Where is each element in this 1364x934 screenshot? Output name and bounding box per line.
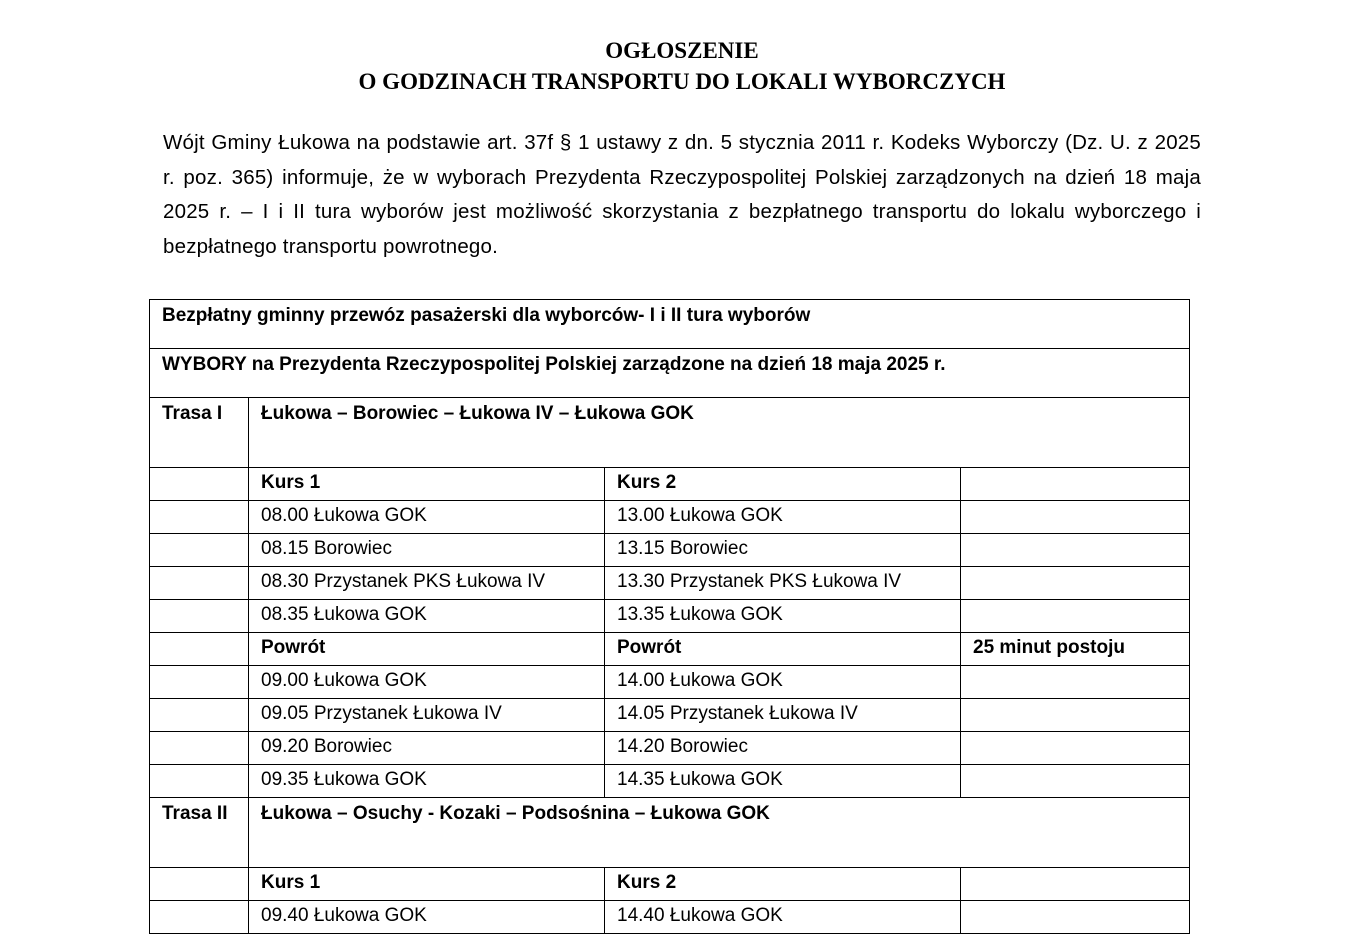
table-row (150, 501, 1190, 534)
stop-note: 25 minut postoju (961, 633, 1190, 666)
route-name: Łukowa – Borowiec – Łukowa IV – Łukowa GOK (249, 398, 1190, 468)
table-row (150, 732, 1190, 765)
table-row (150, 666, 1190, 699)
empty-cell (961, 534, 1190, 567)
empty-cell (150, 534, 249, 567)
empty-cell (150, 501, 249, 534)
time-cell: 14.40 Łukowa GOK (605, 901, 961, 934)
time-cell: 13.00 Łukowa GOK (605, 501, 961, 534)
table-row (150, 699, 1190, 732)
route-label: Trasa I (150, 398, 249, 468)
return-header: Powrót (249, 633, 605, 666)
table-header-row (150, 300, 1190, 349)
route-row (150, 798, 1190, 868)
empty-cell (961, 868, 1190, 901)
empty-cell (961, 600, 1190, 633)
time-cell: 09.40 Łukowa GOK (249, 901, 605, 934)
table-row (150, 534, 1190, 567)
time-cell: 09.00 Łukowa GOK (249, 666, 605, 699)
kurs-header: Kurs 2 (605, 868, 961, 901)
time-cell: 09.05 Przystanek Łukowa IV (249, 699, 605, 732)
time-cell: 13.15 Borowiec (605, 534, 961, 567)
time-cell: 09.20 Borowiec (249, 732, 605, 765)
kurs-header: Kurs 1 (249, 868, 605, 901)
time-cell: 08.15 Borowiec (249, 534, 605, 567)
intro-paragraph: Wójt Gminy Łukowa na podstawie art. 37f § 1 ustawy z dn. 5 stycznia 2011 r. Kodeks Wyborczy (Dz. U. z 2025 r. poz. 365) informuje, że w wyborach Prezydenta Rzeczypospolitej Polskiej zarządzonych na dzień 18 maja 2025 r. – I i II tura wyborów jest możliwość skorzystania z bezpłatnego transportu do lokalu wyborczego i bezpłatnego transportu powrotnego. (163, 131, 1201, 258)
kurs-header: Kurs 1 (249, 468, 605, 501)
kurs-header: Kurs 2 (605, 468, 961, 501)
route-row (150, 398, 1190, 468)
empty-cell (961, 567, 1190, 600)
document-subtitle: O GODZINACH TRANSPORTU DO LOKALI WYBORCZYCH (358, 69, 1006, 94)
header-free-transport: Bezpłatny gminny przewóz pasażerski dla wyborców- I i II tura wyborów (150, 300, 1190, 349)
empty-cell (961, 501, 1190, 534)
empty-cell (150, 666, 249, 699)
empty-cell (961, 765, 1190, 798)
time-cell: 14.00 Łukowa GOK (605, 666, 961, 699)
header-elections: WYBORY na Prezydenta Rzeczypospolitej Polskiej zarządzone na dzień 18 maja 2025 r. (150, 349, 1190, 398)
time-cell: 08.30 Przystanek PKS Łukowa IV (249, 567, 605, 600)
table-row (150, 901, 1190, 934)
time-cell: 13.35 Łukowa GOK (605, 600, 961, 633)
empty-cell (150, 600, 249, 633)
empty-cell (150, 901, 249, 934)
table-row (150, 765, 1190, 798)
empty-cell (150, 732, 249, 765)
route-label: Trasa II (150, 798, 249, 868)
empty-cell (150, 633, 249, 666)
time-cell: 13.30 Przystanek PKS Łukowa IV (605, 567, 961, 600)
time-cell: 08.35 Łukowa GOK (249, 600, 605, 633)
table-row (150, 468, 1190, 501)
time-cell: 08.00 Łukowa GOK (249, 501, 605, 534)
empty-cell (961, 699, 1190, 732)
return-header: Powrót (605, 633, 961, 666)
table-row (150, 600, 1190, 633)
table-header-row (150, 349, 1190, 398)
table-row (150, 567, 1190, 600)
transport-table (149, 299, 1190, 934)
empty-cell (961, 666, 1190, 699)
empty-cell (961, 732, 1190, 765)
time-cell: 14.05 Przystanek Łukowa IV (605, 699, 961, 732)
empty-cell (961, 901, 1190, 934)
empty-cell (150, 567, 249, 600)
route-name: Łukowa – Osuchy - Kozaki – Podsośnina – Łukowa GOK (249, 798, 1190, 868)
table-row (150, 633, 1190, 666)
table-row (150, 868, 1190, 901)
empty-cell (150, 468, 249, 501)
time-cell: 14.35 Łukowa GOK (605, 765, 961, 798)
empty-cell (961, 468, 1190, 501)
empty-cell (150, 765, 249, 798)
time-cell: 09.35 Łukowa GOK (249, 765, 605, 798)
time-cell: 14.20 Borowiec (605, 732, 961, 765)
document-title: OGŁOSZENIE (605, 38, 759, 63)
empty-cell (150, 868, 249, 901)
empty-cell (150, 699, 249, 732)
